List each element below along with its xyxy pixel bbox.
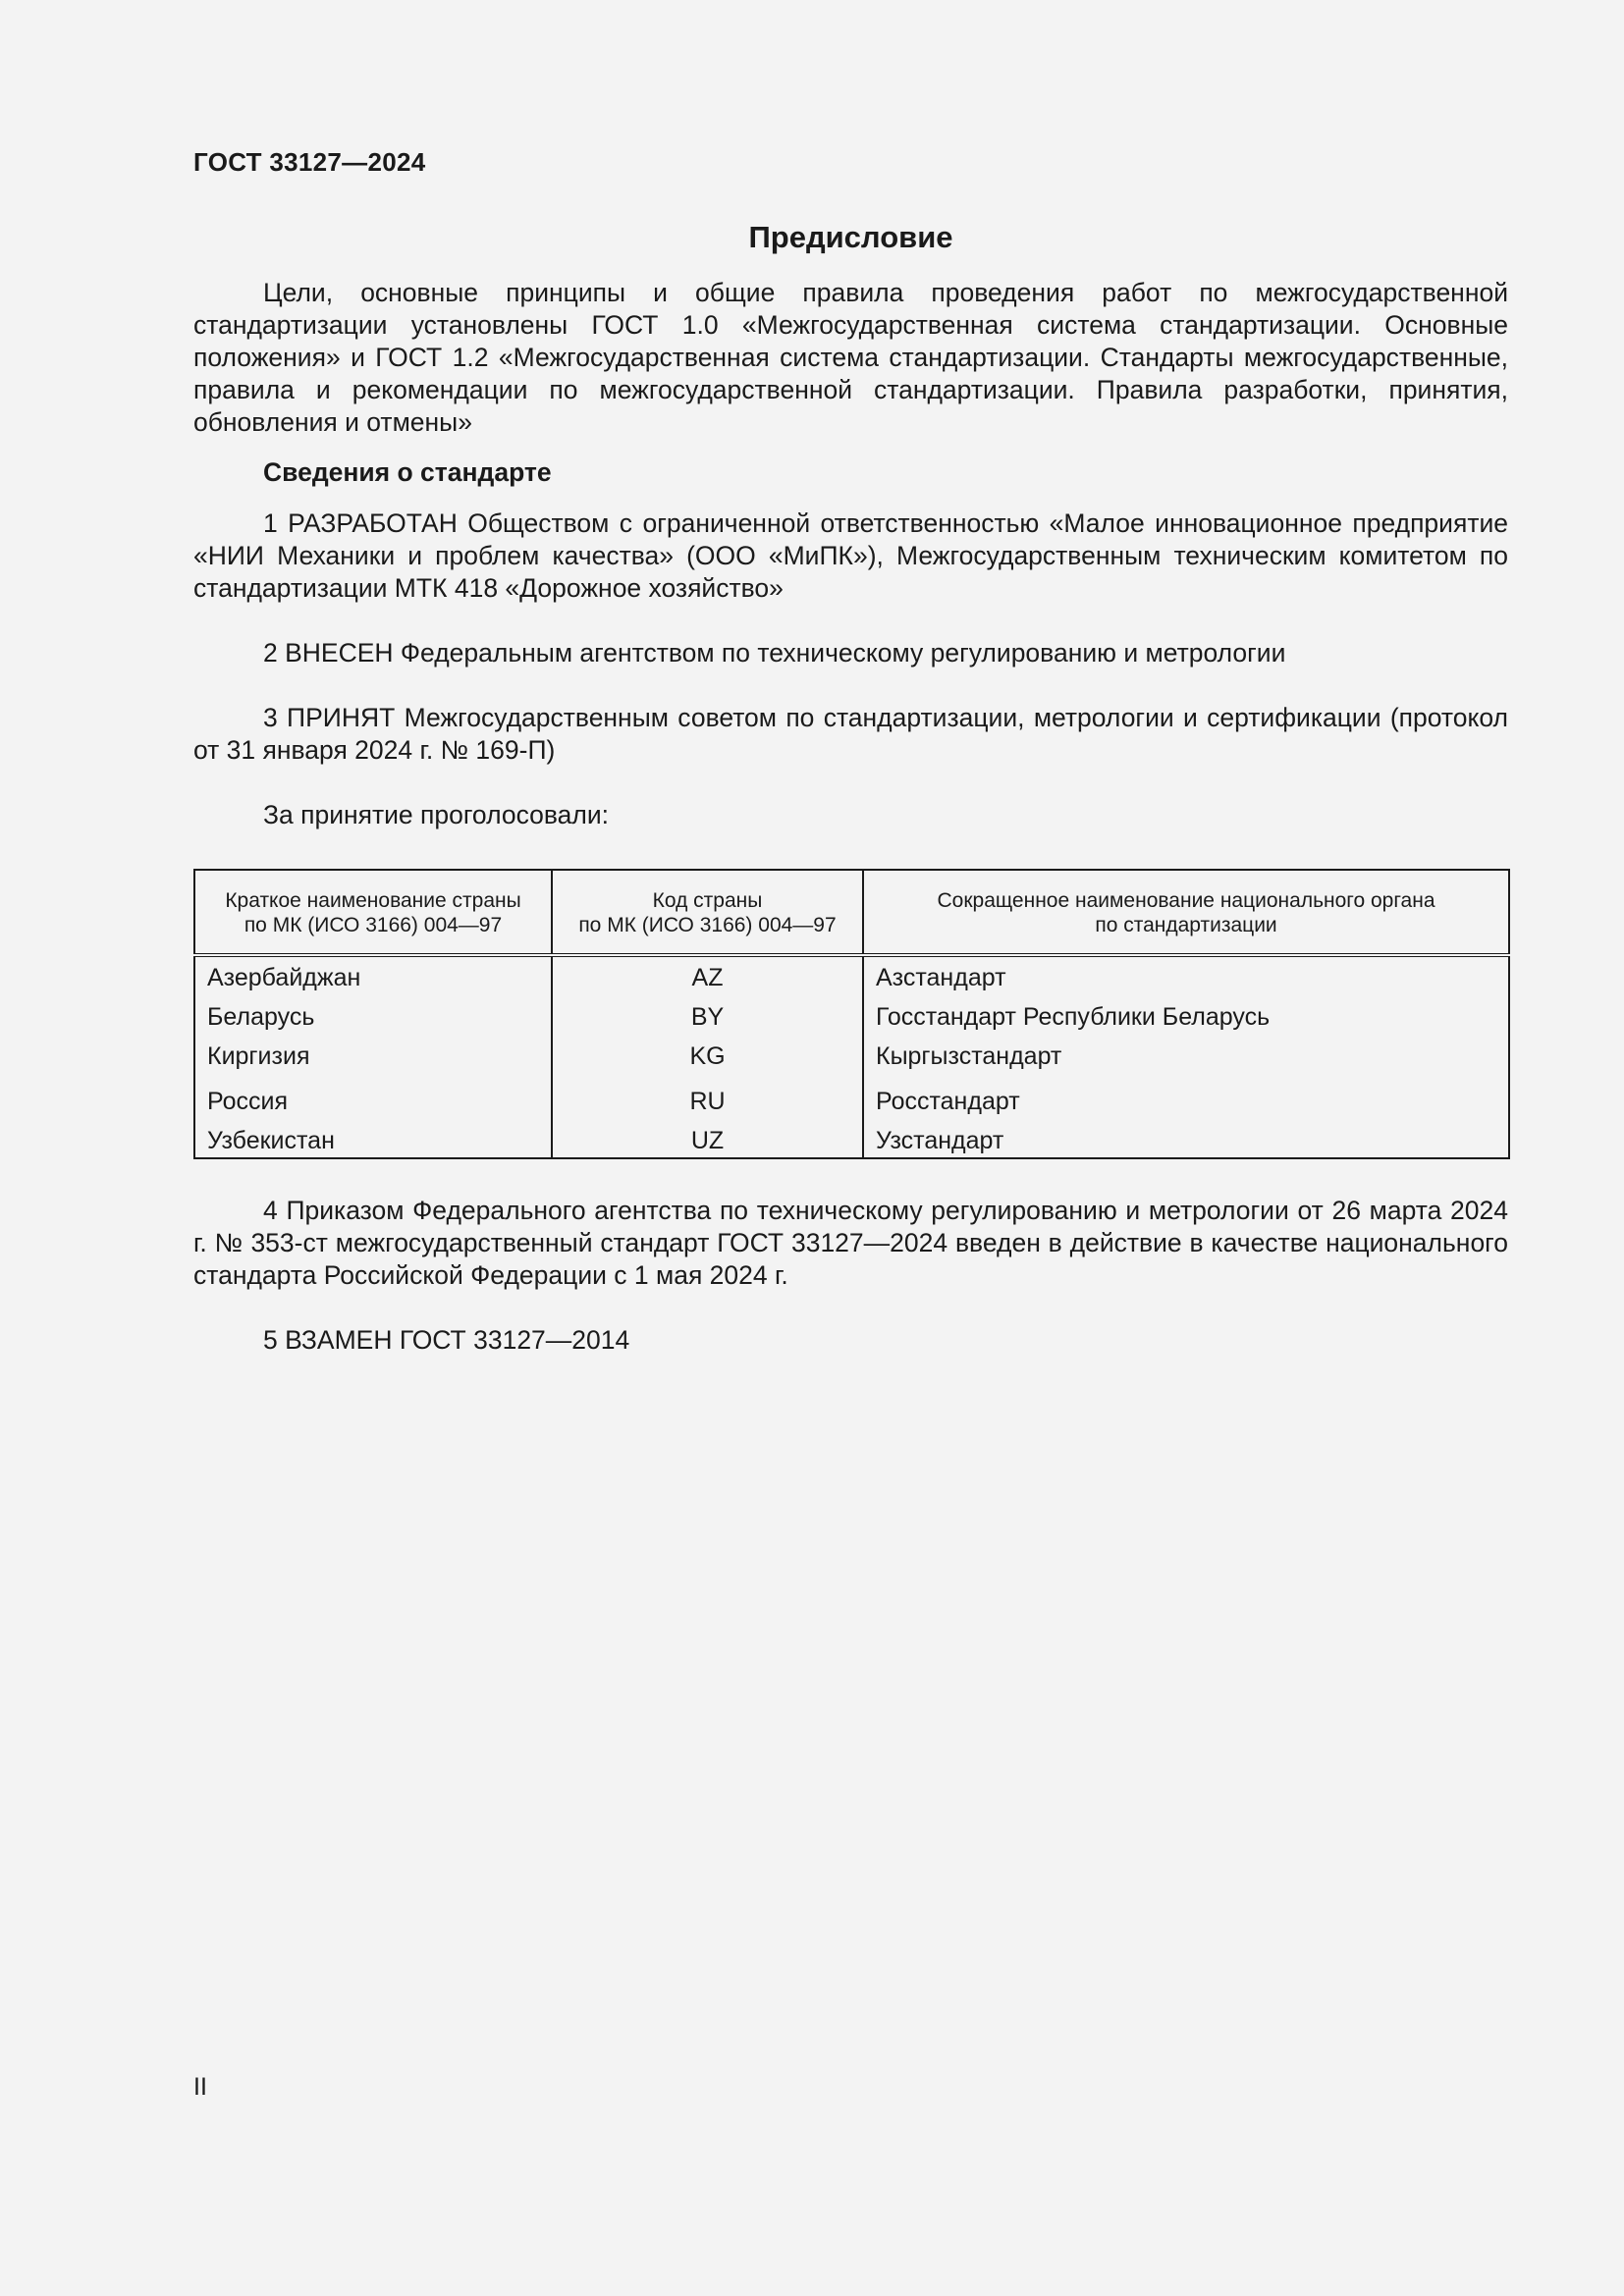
table-row [194,1076,1509,1121]
body-cell: Кыргызстандарт [876,1042,1062,1070]
item-2-submitted: 2 ВНЕСЕН Федеральным агентством по техническому регулированию и метрологии [263,638,1286,667]
code-cell: AZ [552,955,863,997]
body-cell: Госстандарт Республики Беларусь [876,1003,1271,1031]
country-cell: Беларусь [194,997,552,1037]
header-country-code: Код страны по МК (ИСО 3166) 004—97 [552,870,863,955]
table-row [194,997,1509,1037]
code-cell: RU [552,1076,863,1121]
table-row [194,955,1509,997]
foreword-content [193,220,1508,1357]
intro-paragraph: Цели, основные принципы и общие правила проведения работ по межгосударственной стандартизации установлены ГОСТ 1.0 «Межгосударственная система стандартизации. Основные положения» и ГОСТ 1.2 «Межгосударственная система стандартизации. Стандарты межгосударственные, правила и рекомендации по межгосударственной стандартизации. Правила разработки, принятия, обновления и отмены» [193,278,1508,437]
body-cell: Азстандарт [876,964,1006,991]
country-cell: Узбекистан [194,1121,552,1158]
body-cell: Узстандарт [876,1127,1004,1154]
table-header-row [194,870,1509,955]
item-4-order: 4 Приказом Федерального агентства по техническому регулированию и метрологии от 26 марта 2024 г. № 353-ст межгосударственный стандарт ГОСТ 33127—2024 введен в действие в качестве национального стандарта Российской Федерации с 1 мая 2024 г. [193,1196,1508,1290]
table-row [194,1037,1509,1076]
section-title: Предисловие [748,220,953,254]
header-country-name: Краткое наименование страны по МК (ИСО 3166) 004—97 [194,870,552,955]
country-cell: Азербайджан [194,955,552,997]
code-cell: KG [552,1037,863,1076]
item-3-adopted: 3 ПРИНЯТ Межгосударственным советом по стандартизации, метрологии и сертификации (протокол от 31 января 2024 г. № 169-П) [193,703,1508,765]
body-cell: Росстандарт [876,1088,1020,1115]
header-national-body: Сокращенное наименование национального органа по стандартизации [863,870,1509,955]
code-cell: UZ [552,1121,863,1158]
info-heading: Сведения о стандарте [263,457,552,487]
document-header: ГОСТ 33127—2024 [193,147,426,177]
code-cell: BY [552,997,863,1037]
voted-label: За принятие проголосовали: [263,800,610,829]
item-5-replaces: 5 ВЗАМЕН ГОСТ 33127—2014 [263,1325,630,1355]
country-cell: Россия [194,1076,552,1121]
table-row [194,1121,1509,1158]
voting-table [193,869,1510,1159]
page-number: II [193,2073,207,2101]
country-cell: Киргизия [194,1037,552,1076]
item-1-developed: 1 РАЗРАБОТАН Обществом с ограниченной ответственностью «Малое инновационное предприятие «НИИ Механики и проблем качества» (ООО «МиПК»), Межгосударственным техническим комитетом по стандартизации МТК 418 «Дорожное хозяйство» [193,508,1508,603]
